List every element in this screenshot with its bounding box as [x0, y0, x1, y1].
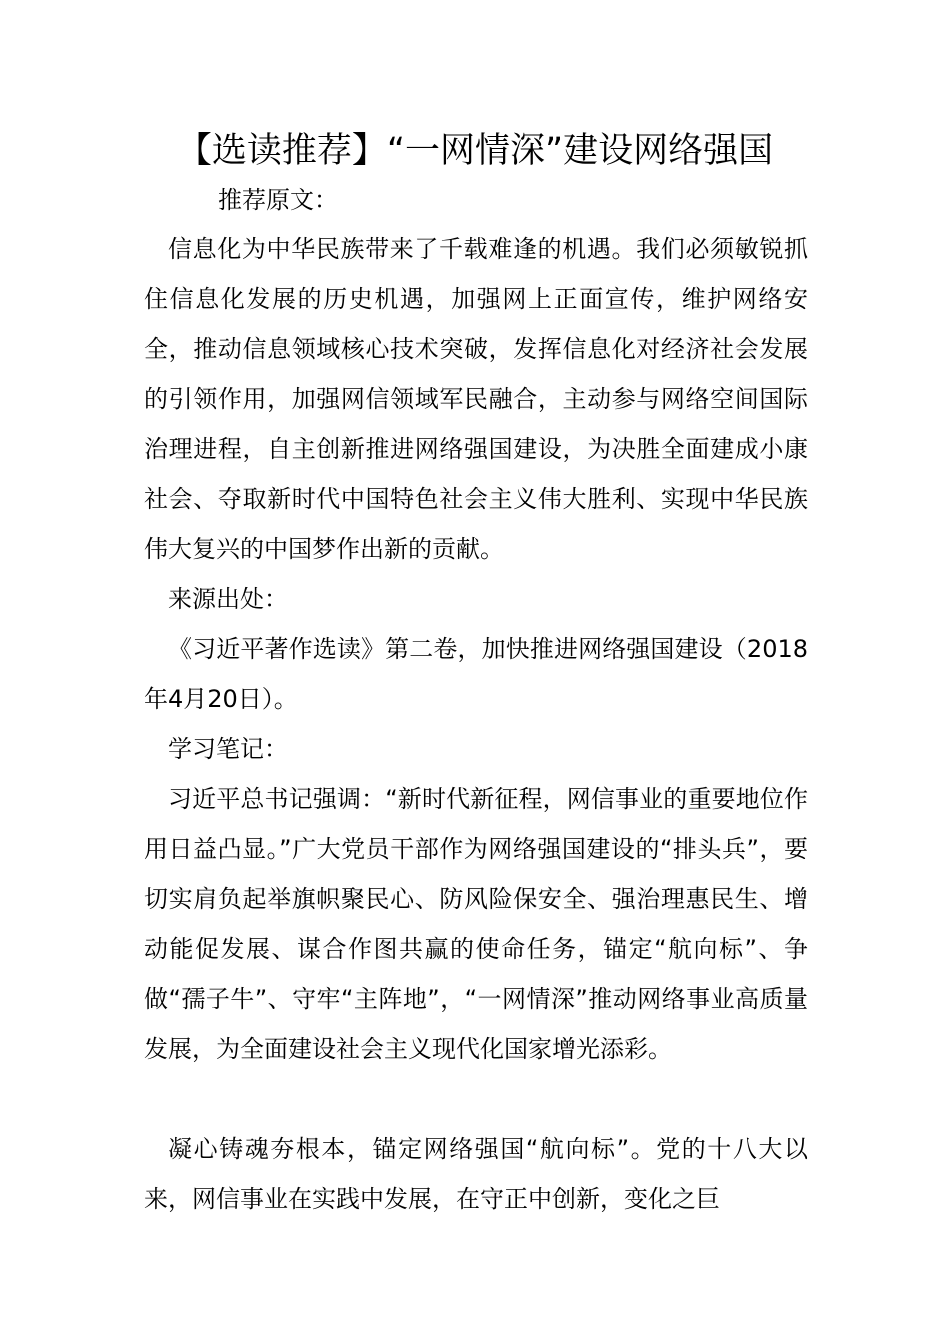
study-notes-heading: 学习笔记： — [168, 735, 288, 763]
document-title: 【选读推荐】“一网情深”建设网络强国 — [176, 131, 774, 171]
source-heading: 来源出处： — [168, 585, 288, 613]
original-text-paragraph: 信息化为中华民族带来了千载难逢的机遇。我们必须敏锐抓住信息化发展的历史机遇，加强网上正面宣传，维护网络安全，推动信息领域核心技术突破，发挥信息化对经济社会发展的引领作用，加强网信领域军民融合，主动参与网络空间国际治理进程，自主创新推进网络强国建设，为决胜全面建成小康社会、夺取新时代中国特色社会主义伟大胜利、实现中华民族伟大复兴的中国梦作出新的贡献。 — [144, 235, 808, 563]
source-paragraph: 《习近平著作选读》第二卷，加快推进网络强国建设（2018年4月20日）。 — [144, 635, 808, 713]
study-notes-paragraph-1: 习近平总书记强调：“新时代新征程，网信事业的重要地位作用日益凸显。”广大党员干部作为网络强国建设的“排头兵”，要切实肩负起举旗帜聚民心、防风险保安全、强治理惠民生、增动能促发展、谋合作图共赢的使命任务，锚定“航向标”、争做“孺子牛”、守牢“主阵地”，“一网情深”推动网络事业高质量发展，为全面建设社会主义现代化国家增光添彩。 — [144, 785, 808, 1063]
study-notes-paragraph-2: 凝心铸魂夯根本，锚定网络强国“航向标”。党的十八大以来，网信事业在实践中发展，在守正中创新，变化之巨 — [144, 1135, 808, 1213]
original-text-heading: 推荐原文： — [218, 186, 338, 214]
